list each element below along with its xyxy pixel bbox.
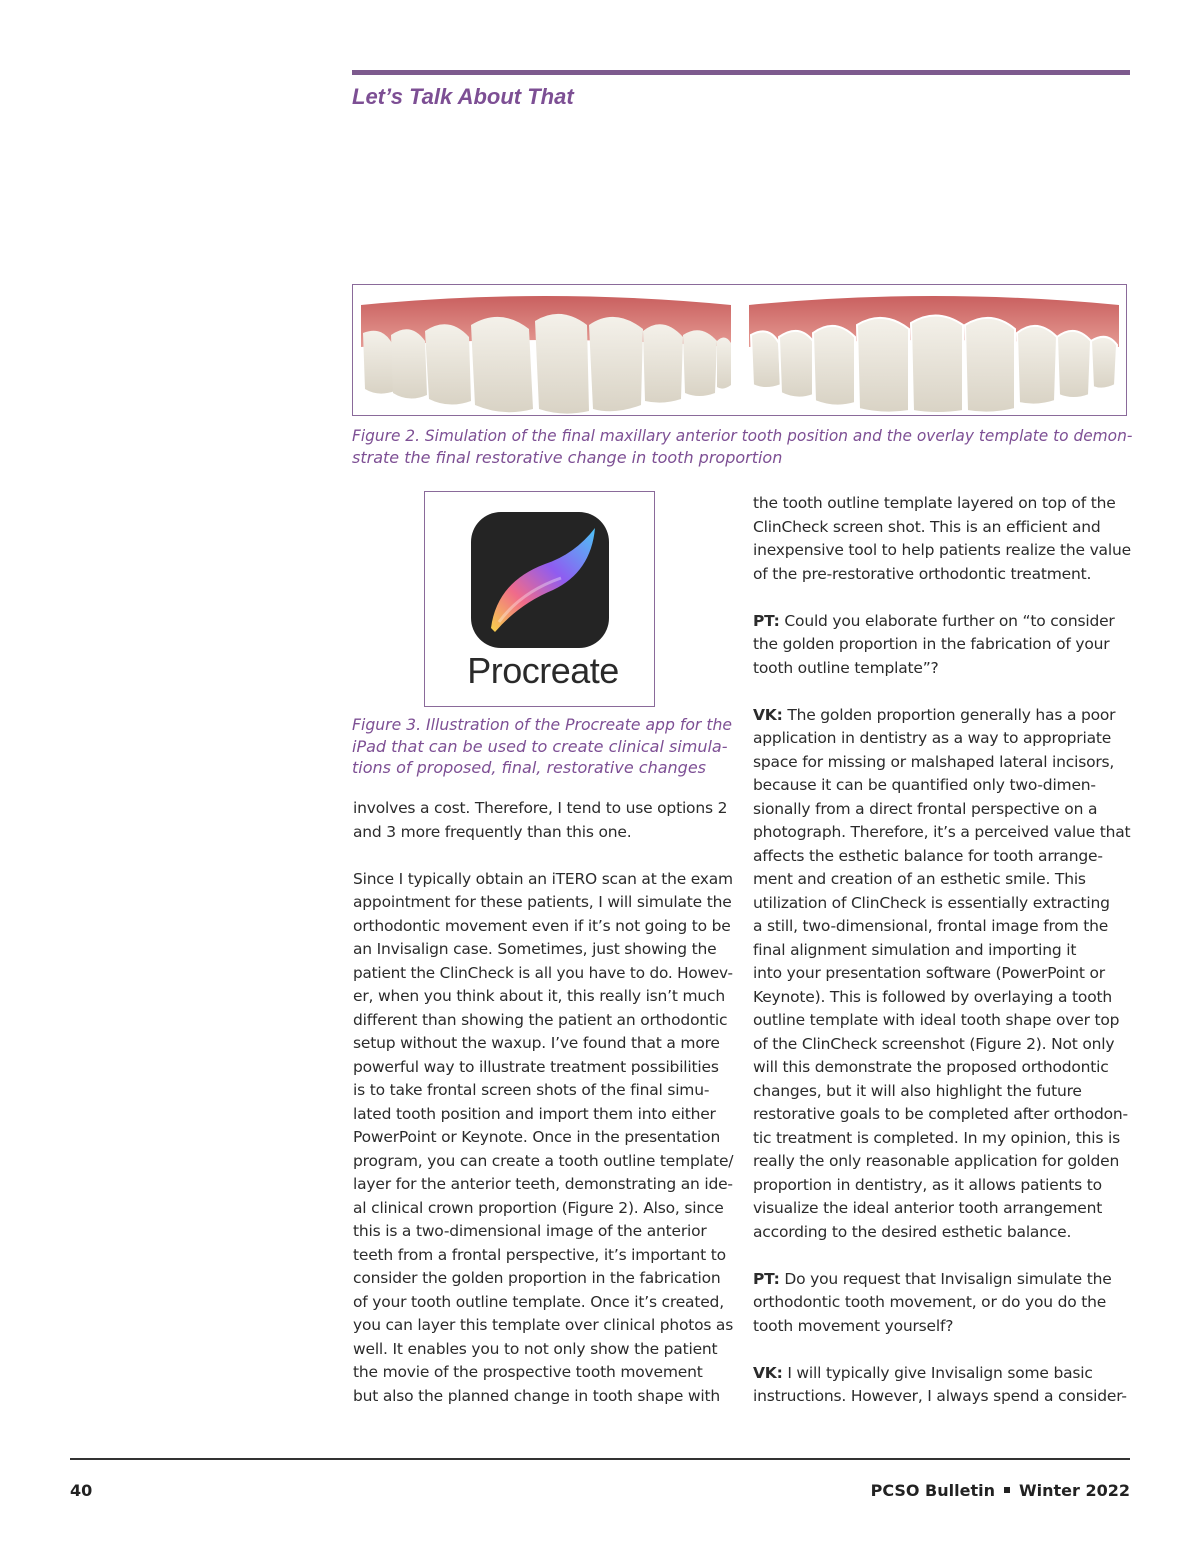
right-column-text: [753, 492, 1133, 1432]
text-line: restorative goals to be completed after orthodon-: [753, 1105, 1128, 1123]
text-line: a still, two-dimensional, frontal image from the: [753, 917, 1109, 935]
speaker-label: PT:: [753, 611, 780, 630]
text-line: of your tooth outline template. Once it’s created,: [353, 1292, 724, 1311]
text-line: according to the desired esthetic balance.: [753, 1222, 1072, 1241]
text-line: final alignment simulation and importing it: [753, 940, 1077, 959]
text-line: layer for the anterior teeth, demonstrating an ide-: [353, 1175, 733, 1193]
issue-date: Winter 2022: [1018, 1481, 1130, 1500]
figure2-caption: [352, 425, 1132, 468]
paragraph: [753, 610, 1133, 681]
speaker-label: VK:: [753, 1363, 783, 1382]
publication-name: PCSO Bulletin: [870, 1481, 995, 1500]
top-rule: [352, 70, 1130, 75]
text-line: really the only reasonable application for golden: [753, 1152, 1120, 1170]
text-line: appointment for these patients, I will simulate the: [353, 893, 732, 911]
paragraph: [753, 492, 1133, 586]
text-line: setup without the waxup. I’ve found that a more: [353, 1034, 720, 1052]
text-line: space for missing or malshaped lateral incisors,: [753, 752, 1115, 771]
text-span: Do you request that Invisalign simulate the: [779, 1269, 1112, 1288]
text-line: an Invisalign case. Sometimes, just showing the: [353, 940, 717, 958]
text-line: tooth movement yourself?: [753, 1316, 954, 1335]
text-line: of the ClinCheck screenshot (Figure 2). Not only: [753, 1034, 1115, 1053]
footer-rule: [70, 1458, 1130, 1460]
text-span: Could you elaborate further on “to consider: [779, 611, 1115, 630]
text-line: PowerPoint or Keynote. Once in the presentation: [353, 1128, 721, 1146]
text-line: changes, but it will also highlight the future: [753, 1081, 1082, 1100]
caption-line: Figure 3. Illustration of the Procreate app for the: [352, 715, 732, 734]
figure3-caption: [352, 714, 732, 779]
text-line: but also the planned change in tooth shape with: [353, 1386, 720, 1405]
text-line: lated tooth position and import them into either: [353, 1104, 716, 1123]
caption-line: strate the final restorative change in tooth proportion: [352, 447, 783, 467]
text-line: application in dentistry as a way to appropriate: [753, 729, 1112, 747]
text-line: because it can be quantified only two-dimen-: [753, 776, 1096, 794]
teeth-simulation-image: [352, 284, 1127, 416]
caption-line: iPad that can be used to create clinical simula-: [352, 736, 728, 756]
paragraph: [353, 868, 733, 1409]
text-line: this is a two-dimensional image of the anterior: [353, 1222, 707, 1240]
separator-square-icon: [1004, 1487, 1010, 1493]
text-line: instructions. However, I always spend a consider-: [753, 1387, 1127, 1405]
speaker-label: VK:: [753, 705, 783, 724]
text-line: inexpensive tool to help patients realize the value: [753, 541, 1131, 559]
text-line: the golden proportion in the fabrication of your: [753, 635, 1110, 653]
text-line: er, when you think about it, this really isn’t much: [353, 987, 725, 1005]
text-line: ClinCheck screen shot. This is an efficient and: [753, 517, 1101, 536]
procreate-logo-image: [424, 491, 655, 707]
paragraph: [753, 1268, 1133, 1339]
text-line: the movie of the prospective tooth movement: [353, 1363, 703, 1381]
text-line: Since I typically obtain an iTERO scan at the exam: [353, 869, 733, 888]
text-line: tooth outline template”?: [753, 658, 939, 677]
text-line: powerful way to illustrate treatment possibilities: [353, 1057, 719, 1076]
text-line: [753, 610, 1133, 634]
text-line: teeth from a frontal perspective, it’s important to: [353, 1245, 726, 1264]
caption-line: Figure 2. Simulation of the final maxillary anterior tooth position and the overlay template to demon-: [352, 426, 1133, 445]
text-line: you can layer this template over clinical photos as: [353, 1316, 734, 1334]
text-line: orthodontic movement even if it’s not going to be: [353, 916, 731, 935]
text-line: sionally from a direct frontal perspective on a: [753, 799, 1098, 818]
text-line: will this demonstrate the proposed orthodontic: [753, 1058, 1109, 1076]
text-line: consider the golden proportion in the fabrication: [353, 1269, 721, 1287]
caption-line: tions of proposed, final, restorative changes: [352, 758, 706, 777]
text-line: affects the esthetic balance for tooth arrange-: [753, 846, 1103, 865]
text-line: and 3 more frequently than this one.: [353, 822, 632, 841]
text-line: ment and creation of an esthetic smile. This: [753, 870, 1086, 888]
text-line: outline template with ideal tooth shape over top: [753, 1011, 1120, 1029]
paragraph: [753, 1362, 1133, 1409]
text-line: is to take frontal screen shots of the final simu-: [353, 1081, 710, 1099]
procreate-logo-text: Procreate: [467, 650, 619, 691]
text-line: orthodontic tooth movement, or do you do the: [753, 1293, 1107, 1311]
text-line: [753, 1362, 1133, 1386]
text-line: al clinical crown proportion (Figure 2). Also, since: [353, 1198, 724, 1217]
section-title: Let’s Talk About That: [352, 84, 574, 109]
text-line: into your presentation software (PowerPoint or: [753, 964, 1105, 982]
text-line: [753, 704, 1133, 728]
text-line: well. It enables you to not only show the patient: [353, 1339, 718, 1358]
text-line: of the pre-restorative orthodontic treatment.: [753, 564, 1092, 583]
text-line: involves a cost. Therefore, I tend to use options 2: [353, 799, 728, 817]
teeth-simulation-svg: [353, 285, 1127, 416]
speaker-label: PT:: [753, 1269, 780, 1288]
left-arch: [361, 296, 731, 414]
text-line: different than showing the patient an orthodontic: [353, 1010, 728, 1029]
text-span: The golden proportion generally has a poor: [782, 705, 1116, 724]
text-line: patient the ClinCheck is all you have to do. Howev-: [353, 963, 733, 982]
text-line: program, you can create a tooth outline template/: [353, 1151, 734, 1170]
paragraph: [753, 704, 1133, 1245]
text-line: tic treatment is completed. In my opinion, this is: [753, 1128, 1120, 1147]
text-line: utilization of ClinCheck is essentially extracting: [753, 893, 1110, 912]
text-line: the tooth outline template layered on top of the: [753, 494, 1116, 512]
text-line: Keynote). This is followed by overlaying a tooth: [753, 987, 1112, 1006]
text-line: proportion in dentistry, as it allows patients to: [753, 1175, 1102, 1194]
right-arch: [749, 296, 1119, 413]
left-column-text: [353, 797, 733, 1432]
text-span: I will typically give Invisalign some basic: [782, 1363, 1093, 1382]
page-number: 40: [70, 1481, 93, 1500]
text-line: visualize the ideal anterior tooth arrangement: [753, 1199, 1103, 1217]
text-line: [753, 1268, 1133, 1292]
footer-publication: [871, 1481, 1130, 1500]
text-line: photograph. Therefore, it’s a perceived value that: [753, 823, 1131, 841]
paragraph: [353, 797, 733, 844]
